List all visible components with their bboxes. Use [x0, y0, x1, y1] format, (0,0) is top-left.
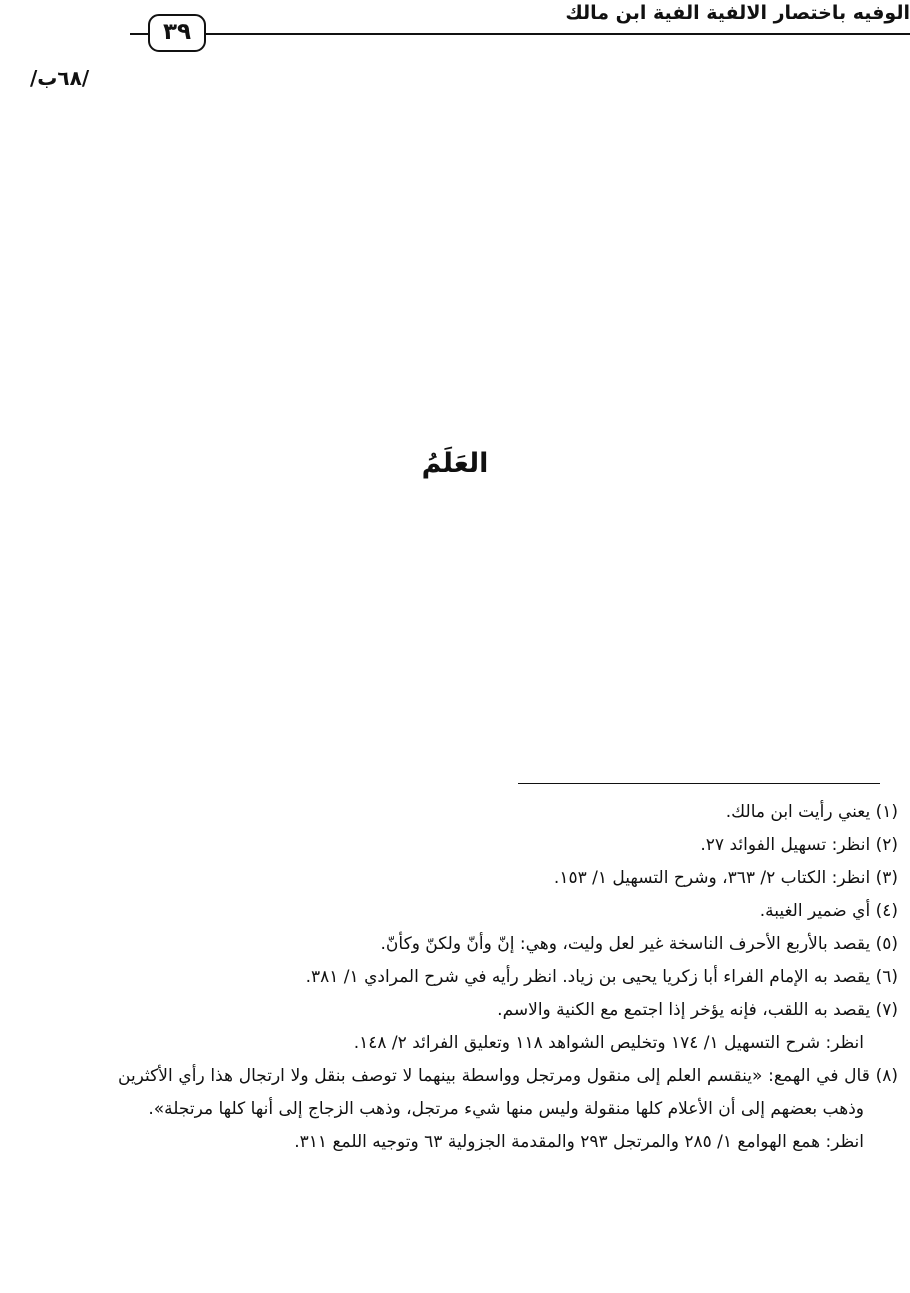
- manuscript-folio-marker: /٦٨ب/: [30, 66, 90, 90]
- footnote: (٥) يقصد بالأربع الأحرف الناسخة غير لعل وليت، وهي: إنّ وأنّ ولكنّ وكأنّ.: [380, 934, 898, 954]
- footnote: (٦) يقصد به الإمام الفراء أبا زكريا يحيى بن زياد. انظر رأيه في شرح المرادي ١/ ٣٨١.: [305, 967, 898, 987]
- footnotes: [118, 796, 898, 1159]
- footnote: (٧) يقصد به اللقب، فإنه يؤخر إذا اجتمع مع الكنية والاسم.: [497, 1000, 898, 1020]
- footnote: (٨) قال في الهمع: «ينقسم العلم إلى منقول ومرتجل وواسطة بينهما لا توصف بنقل ولا ارتجال هذا رأي الأكثرين وذهب بعضهم إلى أن الأعلام كلها منقولة وليس منها شيء مرتجل، وذهب الزجاج إلى أنها كلها مرتجلة».: [118, 1066, 898, 1119]
- footnote-reference: انظر: شرح التسهيل ١/ ١٧٤ وتخليص الشواهد ١١٨ وتعليق الفرائد ٢/ ١٤٨.: [353, 1033, 864, 1053]
- page-number: ٣٩: [148, 14, 206, 52]
- footnote-separator: [518, 783, 880, 784]
- section-heading: العَلَمُ: [421, 448, 489, 479]
- footnote: (٢) انظر: تسهيل الفوائد ٢٧.: [700, 835, 898, 855]
- running-title: الوفيه باختصار الالفية الفية ابن مالك: [565, 2, 910, 24]
- footnote-reference: انظر: همع الهوامع ١/ ٢٨٥ والمرتجل ٢٩٣ والمقدمة الجزولية ٦٣ وتوجيه اللمع ٣١١.: [294, 1132, 864, 1152]
- footnote: (٣) انظر: الكتاب ٢/ ٣٦٣، وشرح التسهيل ١/ ١٥٣.: [553, 868, 898, 888]
- footnote: (١) يعني رأيت ابن مالك.: [725, 802, 898, 822]
- footnote: (٤) أي ضمير الغيبة.: [759, 901, 898, 921]
- header-rule: [130, 33, 910, 35]
